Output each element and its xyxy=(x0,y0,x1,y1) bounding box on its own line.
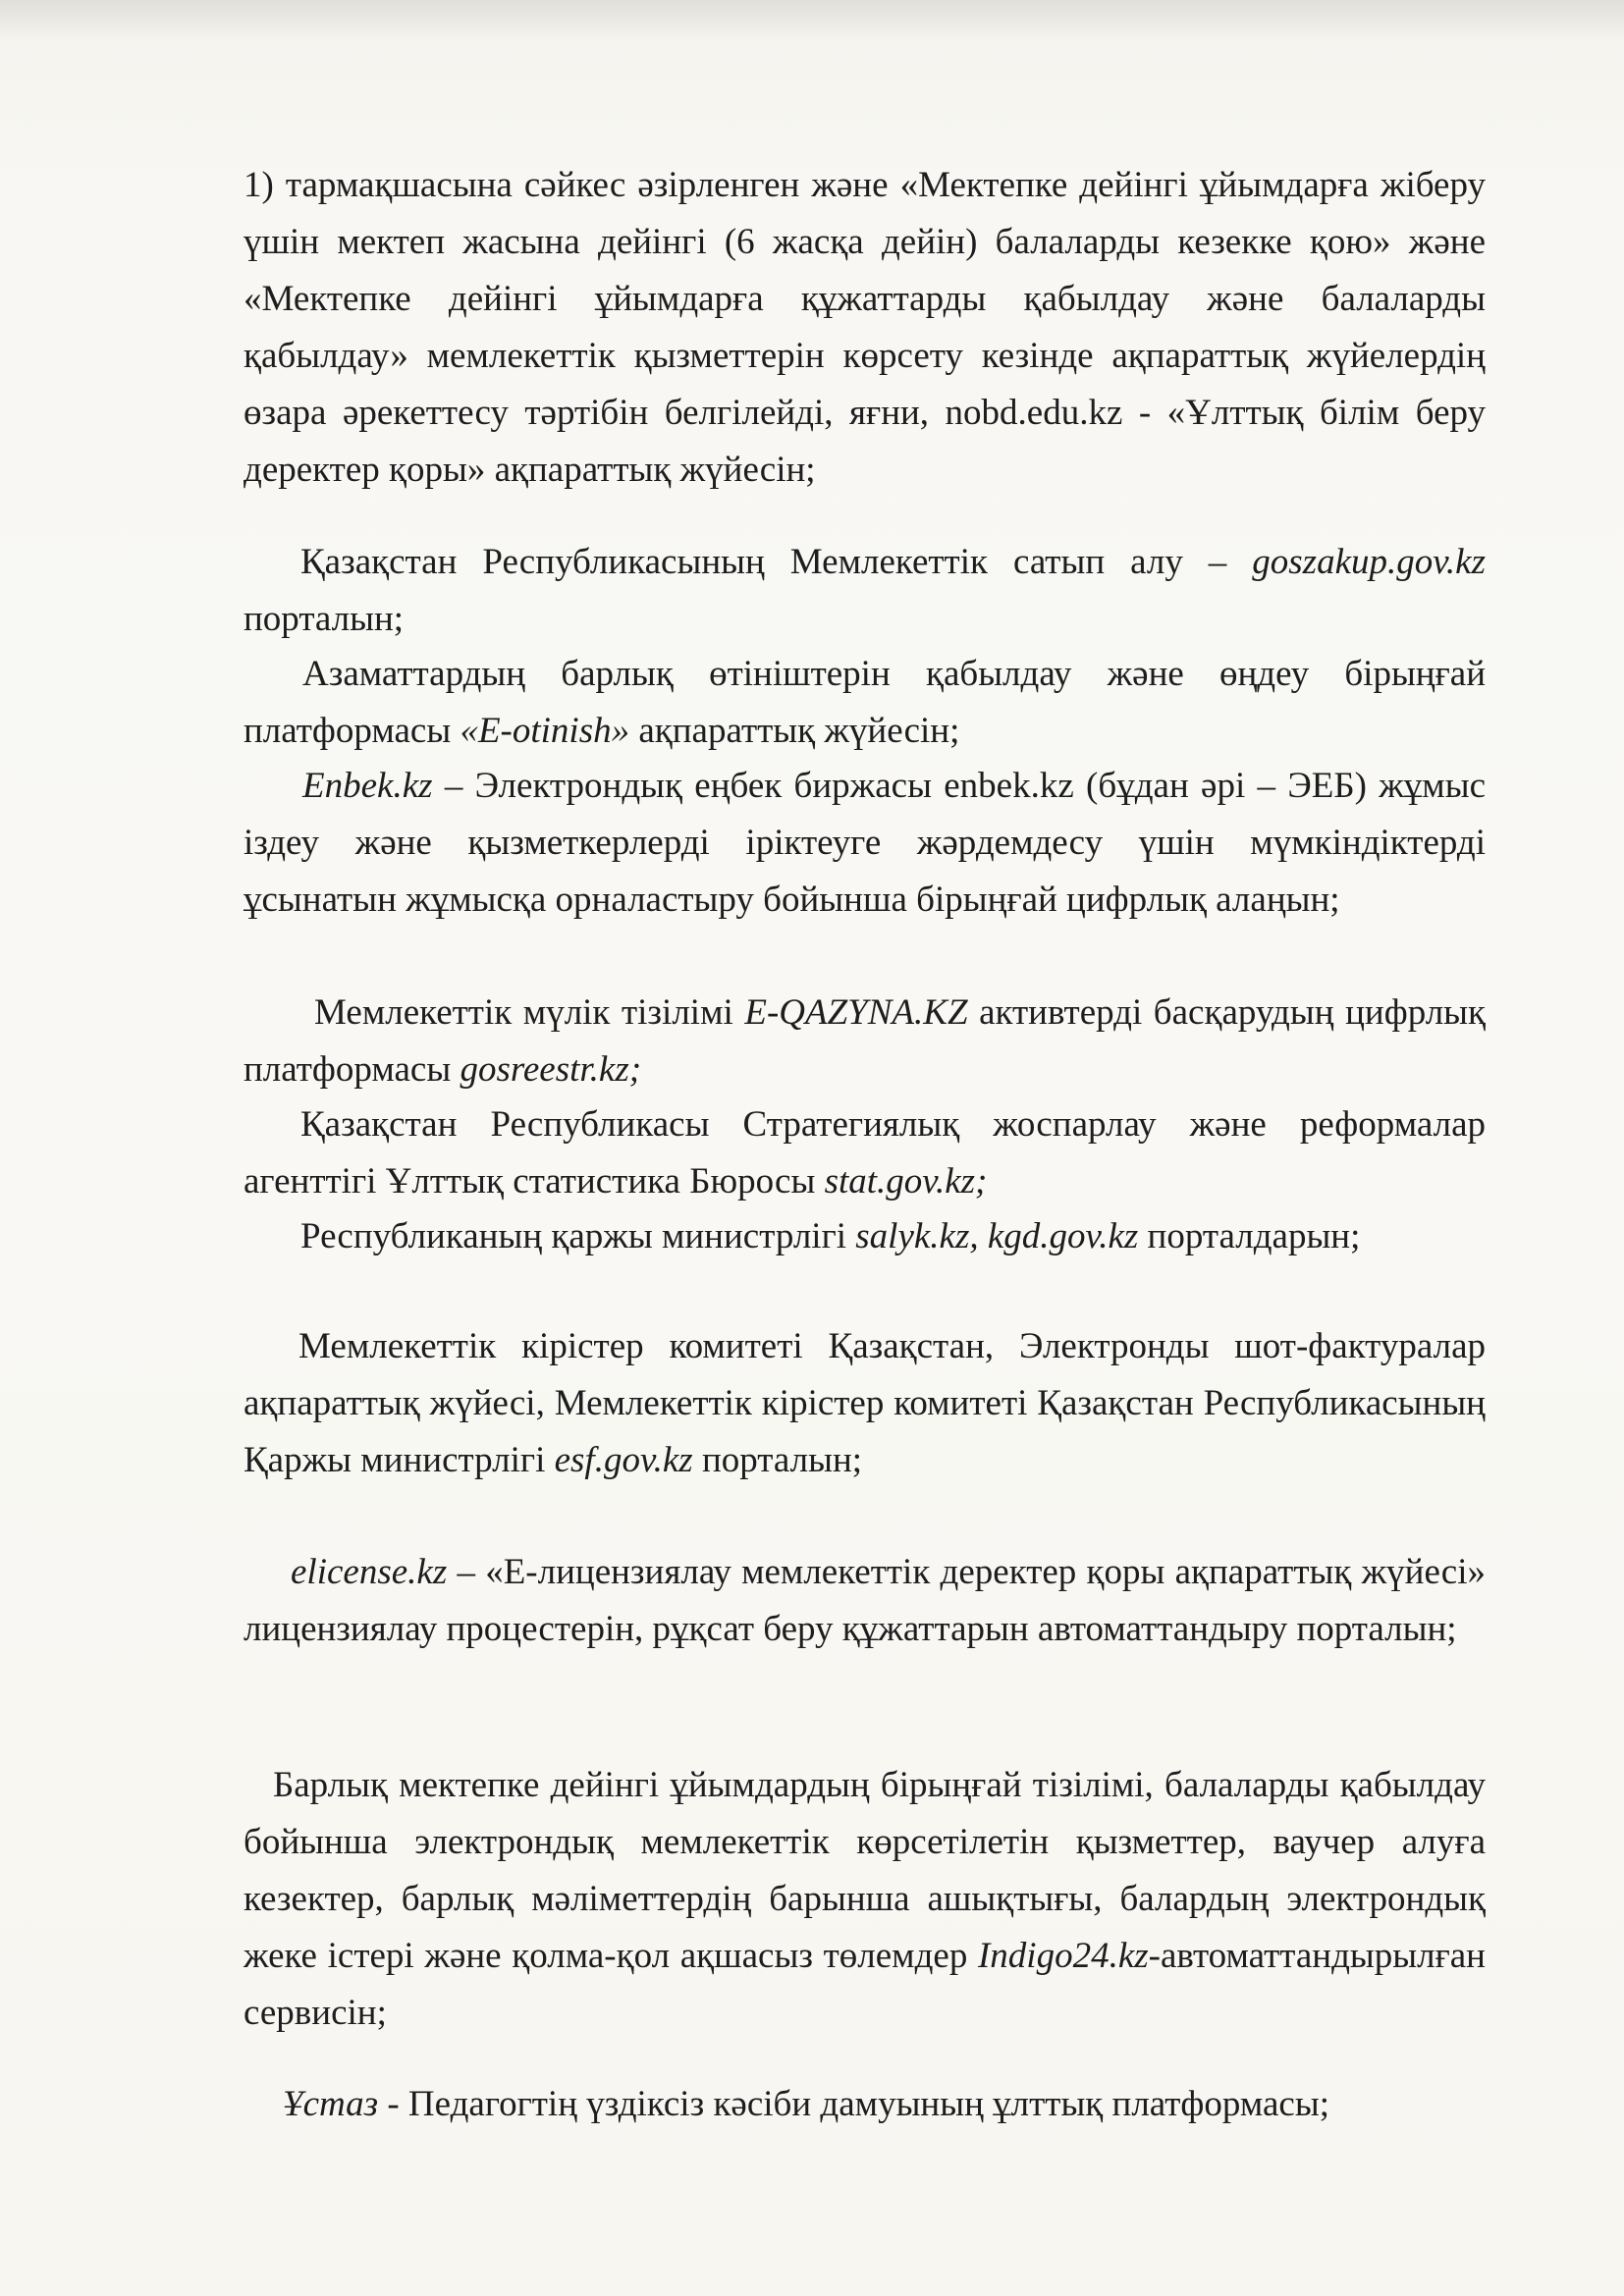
paragraph-9-text: – «Е-лицензиялау мемлекеттік деректер қоры ақпараттық жүйесі» лицензиялау процестерін, рұқсат беру құжаттарын автоматтандыру порталын; xyxy=(244,1552,1486,1649)
paragraph-4 xyxy=(244,758,1486,929)
paragraph-5-link-e-qazyna: E-QAZYNA.KZ xyxy=(744,992,968,1033)
paragraph-10-text-end: -автоматтандырылған сервисін; xyxy=(244,1936,1486,2033)
paragraph-5-text-mid: активтерді басқарудың цифрлық платформасы xyxy=(244,992,1487,1090)
paragraph-3-text: Азаматтардың барлық өтініштерін қабылдау және өңдеу бірыңғай платформасы xyxy=(244,654,1486,751)
paragraph-1 xyxy=(244,157,1486,499)
paragraph-6-link-stat: stat.gov.kz; xyxy=(824,1161,988,1201)
paragraph-10-link-indigo24: Indigo24.kz xyxy=(977,1936,1149,1976)
paragraph-3-link-e-otinish: «E-otinish» xyxy=(460,711,630,751)
paragraph-2-text-end: порталын; xyxy=(244,599,405,639)
paragraph-10 xyxy=(244,1757,1486,2042)
paragraph-11 xyxy=(244,2076,1486,2133)
paragraph-5-link-gosreestr: gosreestr.kz; xyxy=(460,1049,642,1090)
paragraph-9 xyxy=(244,1544,1486,1658)
paragraph-6-text: Қазақстан Республикасы Стратегиялық жоспарлау және реформалар агенттігі Ұлттық статистика Бюросы xyxy=(244,1104,1486,1201)
paragraph-2-text: Қазақстан Республикасының Мемлекеттік сатып алу – xyxy=(300,542,1253,582)
paragraph-3 xyxy=(244,646,1486,760)
paragraph-8 xyxy=(244,1318,1486,1489)
paragraph-6 xyxy=(244,1096,1486,1210)
paragraph-8-text-end: порталын; xyxy=(692,1440,863,1480)
paragraph-3-text-end: ақпараттық жүйесін; xyxy=(629,711,960,751)
scan-edge-shadow xyxy=(0,0,1624,39)
paragraph-7 xyxy=(244,1208,1486,1265)
paragraph-8-text: Мемлекеттік кірістер комитеті Қазақстан, Электронды шот-фактуралар ақпараттық жүйесі, Мемлекеттік кірістер комитеті Қазақстан Республикасының Қаржы министрлігі xyxy=(244,1326,1486,1480)
paragraph-9-link-elicense: elicense.kz xyxy=(291,1552,448,1592)
paragraph-4-link-enbek: Enbek.kz xyxy=(302,766,433,806)
paragraph-7-text: Республиканың қаржы министрлігі xyxy=(300,1216,856,1256)
paragraph-10-text: Барлық мектепке дейінгі ұйымдардың бірыңғай тізілімі, балаларды қабылдау бойынша электрондық мемлекеттік көрсетілетін қызметтер, ваучер алуға кезектер, барлық мәліметтердің барынша ашықтығы, балардың электрондық жеке істері және қолма-қол ақшасыз төлемдер xyxy=(244,1765,1486,1976)
paragraph-11-ustaz: Ұстаз xyxy=(283,2084,379,2124)
paragraph-2 xyxy=(244,534,1486,648)
paragraph-11-text: - Педагогтің үздіксіз кәсіби дамуының ұлттық платформасы; xyxy=(378,2084,1329,2124)
paragraph-7-text-end: порталдарын; xyxy=(1138,1216,1361,1256)
paragraph-7-link-salyk-kgd: salyk.kz, kgd.gov.kz xyxy=(855,1216,1139,1256)
paragraph-4-text: – Электрондық еңбек биржасы enbek.kz (бұдан әрі – ЭЕБ) жұмыс іздеу және қызметкерлерді іріктеуге жәрдемдесу үшін мүмкіндіктерді ұсынатын жұмысқа орналастыру бойынша бірыңғай цифрлық алаңын; xyxy=(244,766,1486,920)
paragraph-2-link-goszakup: goszakup.gov.kz xyxy=(1252,542,1486,582)
paragraph-5 xyxy=(244,985,1486,1098)
paragraph-5-text: Мемлекеттік мүлік тізілімі xyxy=(314,992,745,1033)
paragraph-8-link-esf: esf.gov.kz xyxy=(554,1440,693,1480)
paragraph-1-text: 1) тармақшасына сәйкес әзірленген және «Мектепке дейінгі ұйымдарға жіберу үшін мектеп жасына дейінгі (6 жасқа дейін) балаларды кезекке қою» және «Мектепке дейінгі ұйымдарға құжаттарды қабылдау және балаларды қабылдау» мемлекеттік қызметтерін көрсету кезінде ақпараттық жүйелердің өзара әрекеттесу тәртібін белгілейді, яғни, nobd.edu.kz - «Ұлттық білім беру деректер қоры» ақпараттық жүйесін; xyxy=(244,165,1486,490)
